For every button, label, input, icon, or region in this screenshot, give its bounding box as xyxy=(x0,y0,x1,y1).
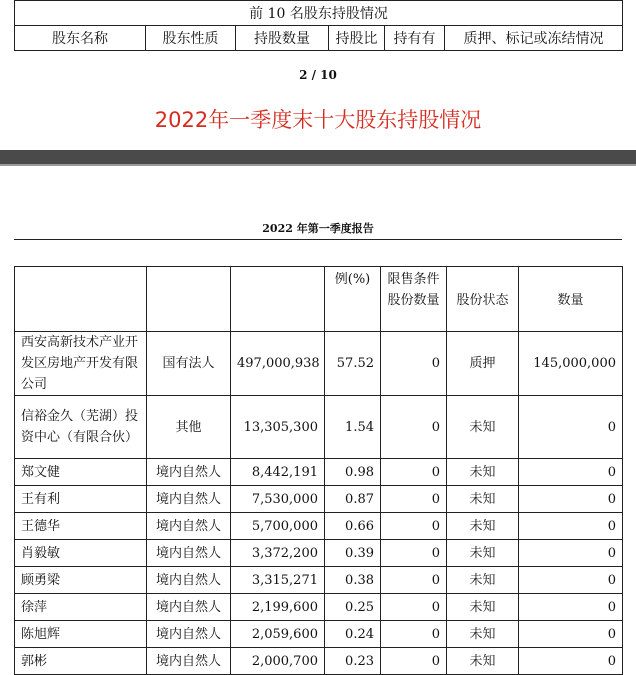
cell-quantity: 0 xyxy=(519,648,623,675)
cell-nature: 国有法人 xyxy=(147,332,231,396)
top-shareholder-header-table xyxy=(14,0,623,51)
cell-nature: 境内自然人 xyxy=(147,567,231,594)
report-title: 2022 年第一季度报告 xyxy=(262,222,374,235)
cell-status: 未知 xyxy=(447,648,519,675)
header-restricted: 限售条件股份数量 xyxy=(381,267,447,332)
top-header-name: 股东名称 xyxy=(15,26,146,51)
cell-name: 信裕金久（芜湖）投资中心（有限合伙） xyxy=(15,396,147,459)
cell-status: 未知 xyxy=(447,540,519,567)
cell-shares: 8,442,191 xyxy=(231,459,325,486)
cell-restricted: 0 xyxy=(381,594,447,621)
cell-ratio: 0.39 xyxy=(325,540,381,567)
top-table-caption-row xyxy=(15,1,623,26)
cell-nature: 境内自然人 xyxy=(147,513,231,540)
table-row xyxy=(15,396,623,459)
cell-nature: 境内自然人 xyxy=(147,540,231,567)
cell-quantity: 145,000,000 xyxy=(519,332,623,396)
cell-quantity: 0 xyxy=(519,486,623,513)
cell-name: 郭彬 xyxy=(15,648,147,675)
top-header-pledge: 质押、标记或冻结情况 xyxy=(445,26,623,51)
cell-name: 西安高新技术产业开发区房地产开发有限公司 xyxy=(15,332,147,396)
cell-name: 王有利 xyxy=(15,486,147,513)
cell-shares: 3,315,271 xyxy=(231,567,325,594)
top-header-restricted: 持有有 xyxy=(385,26,445,51)
top-table-header-row xyxy=(15,26,623,51)
table-row xyxy=(15,621,623,648)
cell-status: 未知 xyxy=(447,486,519,513)
page-divider-shadow xyxy=(0,164,636,166)
cell-name: 王德华 xyxy=(15,513,147,540)
header-quantity: 数量 xyxy=(519,267,623,332)
cell-shares: 2,000,700 xyxy=(231,648,325,675)
cell-quantity: 0 xyxy=(519,396,623,459)
cell-shares: 13,305,300 xyxy=(231,396,325,459)
cell-shares: 7,530,000 xyxy=(231,486,325,513)
cell-status: 未知 xyxy=(447,396,519,459)
cell-shares: 2,199,600 xyxy=(231,594,325,621)
cell-restricted: 0 xyxy=(381,396,447,459)
table-row xyxy=(15,459,623,486)
section-heading: 2022年一季度末十大股东持股情况 xyxy=(154,108,482,132)
cell-ratio: 0.24 xyxy=(325,621,381,648)
top-header-nature: 股东性质 xyxy=(146,26,236,51)
cell-nature: 境内自然人 xyxy=(147,621,231,648)
cell-restricted: 0 xyxy=(381,459,447,486)
table-row xyxy=(15,567,623,594)
cell-nature: 其他 xyxy=(147,396,231,459)
cell-quantity: 0 xyxy=(519,621,623,648)
cell-restricted: 0 xyxy=(381,486,447,513)
cell-ratio: 0.87 xyxy=(325,486,381,513)
cell-restricted: 0 xyxy=(381,540,447,567)
cell-nature: 境内自然人 xyxy=(147,594,231,621)
cell-restricted: 0 xyxy=(381,621,447,648)
cell-quantity: 0 xyxy=(519,594,623,621)
header-shares xyxy=(231,267,325,332)
table-row xyxy=(15,513,623,540)
cell-shares: 5,700,000 xyxy=(231,513,325,540)
shareholder-table xyxy=(14,266,623,675)
cell-quantity: 0 xyxy=(519,540,623,567)
cell-nature: 境内自然人 xyxy=(147,459,231,486)
cell-ratio: 1.54 xyxy=(325,396,381,459)
table-row xyxy=(15,540,623,567)
cell-ratio: 0.23 xyxy=(325,648,381,675)
cell-restricted: 0 xyxy=(381,513,447,540)
cell-status: 质押 xyxy=(447,332,519,396)
table-row xyxy=(15,594,623,621)
header-status: 股份状态 xyxy=(447,267,519,332)
cell-status: 未知 xyxy=(447,594,519,621)
cell-shares: 2,059,600 xyxy=(231,621,325,648)
header-nature xyxy=(147,267,231,332)
cell-ratio: 57.52 xyxy=(325,332,381,396)
cell-restricted: 0 xyxy=(381,567,447,594)
cell-shares: 497,000,938 xyxy=(231,332,325,396)
cell-nature: 境内自然人 xyxy=(147,486,231,513)
cell-ratio: 0.98 xyxy=(325,459,381,486)
header-name xyxy=(15,267,147,332)
cell-quantity: 0 xyxy=(519,567,623,594)
cell-quantity: 0 xyxy=(519,513,623,540)
table-row xyxy=(15,648,623,675)
cell-status: 未知 xyxy=(447,459,519,486)
cell-ratio: 0.66 xyxy=(325,513,381,540)
top-header-shares: 持股数量 xyxy=(236,26,329,51)
table-row xyxy=(15,486,623,513)
cell-name: 郑文健 xyxy=(15,459,147,486)
cell-status: 未知 xyxy=(447,621,519,648)
report-title-rule xyxy=(14,239,622,240)
table-row xyxy=(15,332,623,396)
top-header-ratio: 持股比 xyxy=(329,26,385,51)
cell-shares: 3,372,200 xyxy=(231,540,325,567)
cell-status: 未知 xyxy=(447,513,519,540)
cell-restricted: 0 xyxy=(381,648,447,675)
header-ratio: 例(%) xyxy=(325,267,381,332)
page-divider xyxy=(0,150,636,164)
cell-name: 顾勇梁 xyxy=(15,567,147,594)
page-number: 2 / 10 xyxy=(299,68,337,82)
top-table-caption: 前 10 名股东持股情况 xyxy=(15,1,623,26)
cell-ratio: 0.25 xyxy=(325,594,381,621)
cell-quantity: 0 xyxy=(519,459,623,486)
cell-nature: 境内自然人 xyxy=(147,648,231,675)
cell-name: 徐萍 xyxy=(15,594,147,621)
table-header-row xyxy=(15,267,623,332)
cell-name: 陈旭辉 xyxy=(15,621,147,648)
cell-name: 肖毅敏 xyxy=(15,540,147,567)
cell-status: 未知 xyxy=(447,567,519,594)
cell-restricted: 0 xyxy=(381,332,447,396)
cell-ratio: 0.38 xyxy=(325,567,381,594)
